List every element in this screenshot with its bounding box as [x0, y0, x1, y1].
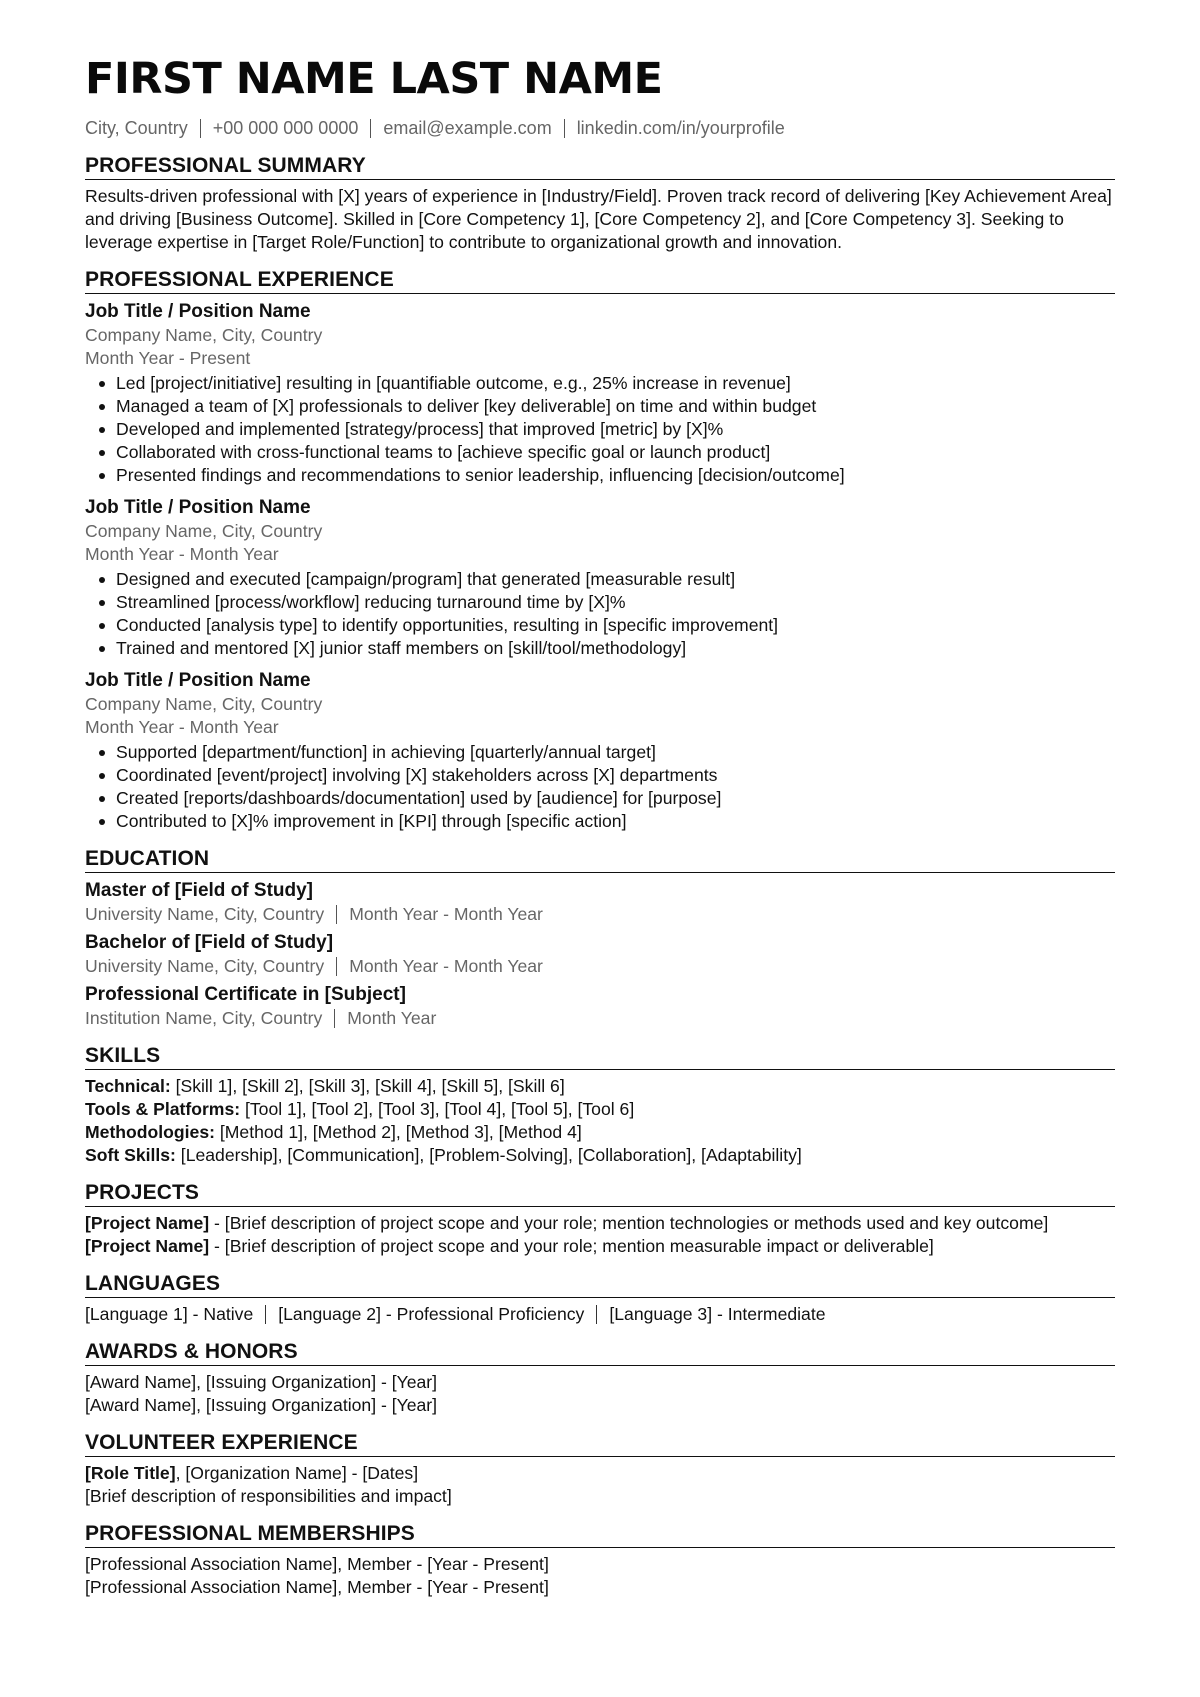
skills-label: Technical: [85, 1076, 171, 1096]
job-entry [85, 299, 1115, 487]
skills-value: [Leadership], [Communication], [Problem-Solving], [Collaboration], [Adaptability] [175, 1145, 802, 1165]
skills-section [85, 1043, 1115, 1167]
skills-label: Tools & Platforms: [85, 1099, 241, 1119]
bullet-item: Presented findings and recommendations to senior leadership, influencing [decision/outcome] [116, 464, 1115, 487]
education-dates: Month Year - Month Year [349, 904, 543, 924]
skills-value: [Method 1], [Method 2], [Method 3], [Method 4] [215, 1122, 582, 1142]
membership-item: [Professional Association Name], Member - [Year - Present] [85, 1554, 549, 1574]
bullet-item: Supported [department/function] in achieving [quarterly/annual target] [116, 741, 1115, 764]
contact-divider [564, 119, 565, 138]
bullet-item: Contributed to [X]% improvement in [KPI] through [specific action] [116, 810, 1115, 833]
award-item: [Award Name], [Issuing Organization] - [Year] [85, 1395, 438, 1415]
bullet-item: Coordinated [event/project] involving [X] stakeholders across [X] departments [116, 764, 1115, 787]
project-description: - [Brief description of project scope and your role; mention measurable impact or deliverable] [209, 1236, 934, 1256]
job-entry [85, 668, 1115, 833]
projects-section [85, 1180, 1115, 1258]
skills-label: Soft Skills: [85, 1145, 176, 1165]
volunteer-role: [Role Title] [85, 1463, 176, 1483]
job-company: Company Name, City, Country [85, 521, 323, 541]
contact-phone: +00 000 000 0000 [212, 118, 359, 138]
contact-divider [200, 119, 201, 138]
school-name: Institution Name, City, Country [85, 1008, 323, 1028]
skills-row [85, 1098, 1115, 1121]
education-dates: Month Year - Month Year [349, 956, 543, 976]
contact-email: email@example.com [383, 118, 552, 138]
section-title: SKILLS [85, 1043, 1115, 1070]
language-item: [Language 3] - Intermediate [609, 1304, 826, 1324]
bullet-item: Developed and implemented [strategy/process] that improved [metric] by [X]% [116, 418, 1115, 441]
job-bullets [85, 741, 1115, 833]
degree-title: Bachelor of [Field of Study] [85, 932, 334, 953]
bullet-item: Streamlined [process/workflow] reducing turnaround time by [X]% [116, 591, 1115, 614]
education-meta [85, 903, 1115, 926]
school-name: University Name, City, Country [85, 956, 325, 976]
skills-value: [Skill 1], [Skill 2], [Skill 3], [Skill 4], [Skill 5], [Skill 6] [170, 1076, 565, 1096]
language-divider [596, 1305, 597, 1324]
meta-divider [336, 905, 337, 924]
language-divider [265, 1305, 266, 1324]
skills-label: Methodologies: [85, 1122, 215, 1142]
experience-section [85, 267, 1115, 833]
volunteer-organization: , [Organization Name] - [Dates] [175, 1463, 419, 1483]
meta-divider [336, 957, 337, 976]
job-dates: Month Year - Present [85, 348, 251, 368]
contact-divider [370, 119, 371, 138]
summary-section [85, 153, 1115, 254]
bullet-item: Led [project/initiative] resulting in [quantifiable outcome, e.g., 25% increase in revenue] [116, 372, 1115, 395]
education-meta [85, 955, 1115, 978]
contact-linkedin: linkedin.com/in/yourprofile [576, 118, 785, 138]
awards-section [85, 1339, 1115, 1417]
job-dates: Month Year - Month Year [85, 717, 279, 737]
section-title: AWARDS & HONORS [85, 1339, 1115, 1366]
bullet-item: Designed and executed [campaign/program] that generated [measurable result] [116, 568, 1115, 591]
summary-text: Results-driven professional with [X] years of experience in [Industry/Field]. Proven track record of delivering [Key Achievement Area] and driving [Business Outcome]. Skilled in [Core Competency 1], [Core Competency 2], and [Core Competency 3]. Seeking to leverage expertise in [Target Role/Function] to contribute to organizational growth and innovation. [85, 186, 1112, 252]
job-entry [85, 495, 1115, 660]
bullet-item: Created [reports/dashboards/documentation] used by [audience] for [purpose] [116, 787, 1115, 810]
school-name: University Name, City, Country [85, 904, 325, 924]
section-title: PROFESSIONAL EXPERIENCE [85, 267, 1115, 294]
project-item [85, 1212, 1115, 1235]
job-dates: Month Year - Month Year [85, 544, 279, 564]
education-entry [85, 982, 1115, 1030]
job-title: Job Title / Position Name [85, 301, 311, 322]
skills-row [85, 1144, 1115, 1167]
project-item [85, 1235, 1115, 1258]
award-item: [Award Name], [Issuing Organization] - [Year] [85, 1372, 438, 1392]
project-name: [Project Name] [85, 1213, 210, 1233]
contact-line [85, 116, 1115, 140]
degree-title: Master of [Field of Study] [85, 880, 313, 901]
bullet-item: Managed a team of [X] professionals to deliver [key deliverable] on time and within budget [116, 395, 1115, 418]
bullet-item: Trained and mentored [X] junior staff members on [skill/tool/methodology] [116, 637, 1115, 660]
languages-row [85, 1303, 1115, 1326]
resume-header [85, 52, 1115, 140]
degree-title: Professional Certificate in [Subject] [85, 984, 406, 1005]
project-name: [Project Name] [85, 1236, 210, 1256]
volunteer-section [85, 1430, 1115, 1508]
job-company: Company Name, City, Country [85, 325, 323, 345]
section-title: PROJECTS [85, 1180, 1115, 1207]
languages-section [85, 1271, 1115, 1326]
bullet-item: Collaborated with cross-functional teams to [achieve specific goal or launch product] [116, 441, 1115, 464]
education-dates: Month Year [347, 1008, 437, 1028]
full-name: FIRST NAME LAST NAME [85, 54, 663, 104]
skills-row [85, 1121, 1115, 1144]
section-title: LANGUAGES [85, 1271, 1115, 1298]
job-bullets [85, 372, 1115, 487]
skills-value: [Tool 1], [Tool 2], [Tool 3], [Tool 4], [Tool 5], [Tool 6] [240, 1099, 635, 1119]
volunteer-role-line [85, 1462, 1115, 1485]
education-entry [85, 878, 1115, 926]
section-title: VOLUNTEER EXPERIENCE [85, 1430, 1115, 1457]
section-title: PROFESSIONAL SUMMARY [85, 153, 1115, 180]
project-description: - [Brief description of project scope and your role; mention technologies or methods used and key outcome] [209, 1213, 1049, 1233]
job-company: Company Name, City, Country [85, 694, 323, 714]
job-title: Job Title / Position Name [85, 497, 311, 518]
language-item: [Language 1] - Native [85, 1304, 254, 1324]
membership-item: [Professional Association Name], Member - [Year - Present] [85, 1577, 549, 1597]
education-entry [85, 930, 1115, 978]
memberships-section [85, 1521, 1115, 1599]
education-meta [85, 1007, 1115, 1030]
job-bullets [85, 568, 1115, 660]
volunteer-description: [Brief description of responsibilities and impact] [85, 1486, 452, 1506]
bullet-item: Conducted [analysis type] to identify opportunities, resulting in [specific improvement] [116, 614, 1115, 637]
language-item: [Language 2] - Professional Proficiency [278, 1304, 585, 1324]
job-title: Job Title / Position Name [85, 670, 311, 691]
contact-location: City, Country [85, 118, 188, 138]
education-section [85, 846, 1115, 1030]
skills-row [85, 1075, 1115, 1098]
section-title: PROFESSIONAL MEMBERSHIPS [85, 1521, 1115, 1548]
section-title: EDUCATION [85, 846, 1115, 873]
meta-divider [334, 1009, 335, 1028]
